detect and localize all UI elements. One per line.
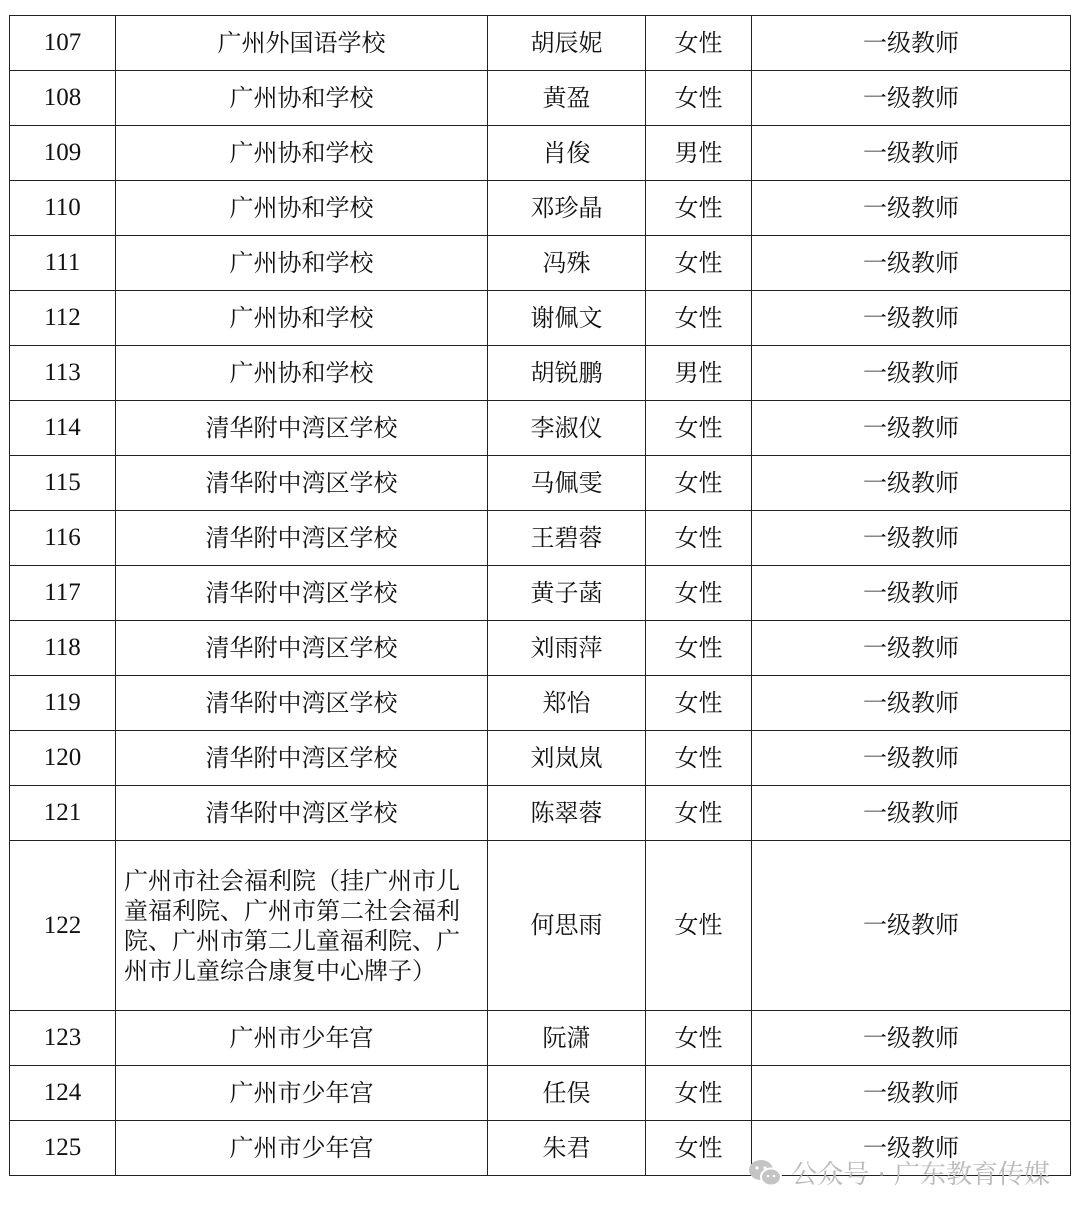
- name-cell: 王碧蓉: [488, 511, 646, 566]
- title-cell: 一级教师: [752, 401, 1071, 456]
- name-cell: 邓珍晶: [488, 181, 646, 236]
- gender-cell: 女性: [646, 456, 752, 511]
- table-row: [10, 1066, 1071, 1121]
- row-number: 110: [10, 181, 116, 236]
- gender-cell: 男性: [646, 126, 752, 181]
- title-cell: 一级教师: [752, 126, 1071, 181]
- row-number: 118: [10, 621, 116, 676]
- title-cell: 一级教师: [752, 621, 1071, 676]
- table-row: [10, 676, 1071, 731]
- gender-cell: 女性: [646, 621, 752, 676]
- title-cell: 一级教师: [752, 456, 1071, 511]
- title-cell: 一级教师: [752, 511, 1071, 566]
- name-cell: 陈翠蓉: [488, 786, 646, 841]
- table-row: [10, 291, 1071, 346]
- name-cell: 刘岚岚: [488, 731, 646, 786]
- table-row: [10, 1011, 1071, 1066]
- row-number: 108: [10, 71, 116, 126]
- school-cell: 清华附中湾区学校: [116, 786, 488, 841]
- name-cell: 朱君: [488, 1121, 646, 1176]
- name-cell: 胡锐鹏: [488, 346, 646, 401]
- gender-cell: 女性: [646, 181, 752, 236]
- title-cell: 一级教师: [752, 1011, 1071, 1066]
- gender-cell: 女性: [646, 401, 752, 456]
- school-cell: 清华附中湾区学校: [116, 621, 488, 676]
- title-cell: 一级教师: [752, 346, 1071, 401]
- school-cell: 清华附中湾区学校: [116, 401, 488, 456]
- title-cell: 一级教师: [752, 1121, 1071, 1176]
- name-cell: 马佩雯: [488, 456, 646, 511]
- table-row: [10, 401, 1071, 456]
- table-row: [10, 16, 1071, 71]
- school-cell: 广州协和学校: [116, 236, 488, 291]
- school-cell: 清华附中湾区学校: [116, 731, 488, 786]
- row-number: 116: [10, 511, 116, 566]
- row-number: 117: [10, 566, 116, 621]
- school-cell: 广州协和学校: [116, 126, 488, 181]
- gender-cell: 女性: [646, 511, 752, 566]
- watermark: [747, 1154, 1050, 1191]
- row-number: 125: [10, 1121, 116, 1176]
- table-row: [10, 181, 1071, 236]
- row-number: 113: [10, 346, 116, 401]
- name-cell: 何思雨: [488, 841, 646, 1011]
- school-cell: 广州协和学校: [116, 181, 488, 236]
- gender-cell: 女性: [646, 71, 752, 126]
- row-number: 114: [10, 401, 116, 456]
- row-number: 120: [10, 731, 116, 786]
- table-row: [10, 786, 1071, 841]
- title-cell: 一级教师: [752, 1066, 1071, 1121]
- title-cell: 一级教师: [752, 291, 1071, 346]
- gender-cell: 女性: [646, 236, 752, 291]
- row-number: 112: [10, 291, 116, 346]
- table-row: [10, 841, 1071, 1011]
- title-cell: 一级教师: [752, 71, 1071, 126]
- row-number: 122: [10, 841, 116, 1011]
- school-cell: 清华附中湾区学校: [116, 511, 488, 566]
- name-cell: 郑怡: [488, 676, 646, 731]
- title-cell: 一级教师: [752, 676, 1071, 731]
- name-cell: 任俣: [488, 1066, 646, 1121]
- school-cell: 广州外国语学校: [116, 16, 488, 71]
- school-cell: 广州协和学校: [116, 291, 488, 346]
- school-cell: 广州市少年宫: [116, 1066, 488, 1121]
- gender-cell: 女性: [646, 1121, 752, 1176]
- gender-cell: 女性: [646, 731, 752, 786]
- table-row: [10, 71, 1071, 126]
- title-cell: 一级教师: [752, 236, 1071, 291]
- row-number: 107: [10, 16, 116, 71]
- name-cell: 黄盈: [488, 71, 646, 126]
- school-cell: 清华附中湾区学校: [116, 456, 488, 511]
- name-cell: 李淑仪: [488, 401, 646, 456]
- title-cell: 一级教师: [752, 731, 1071, 786]
- school-cell: 广州市社会福利院（挂广州市儿童福利院、广州市第二社会福利院、广州市第二儿童福利院、广州市儿童综合康复中心牌子）: [116, 841, 488, 1011]
- gender-cell: 女性: [646, 16, 752, 71]
- title-cell: 一级教师: [752, 181, 1071, 236]
- title-cell: 一级教师: [752, 841, 1071, 1011]
- table-row: [10, 236, 1071, 291]
- name-cell: 冯殊: [488, 236, 646, 291]
- row-number: 119: [10, 676, 116, 731]
- school-cell: 广州市少年宫: [116, 1121, 488, 1176]
- personnel-table: [9, 15, 1071, 1176]
- row-number: 124: [10, 1066, 116, 1121]
- title-cell: 一级教师: [752, 786, 1071, 841]
- gender-cell: 女性: [646, 676, 752, 731]
- gender-cell: 女性: [646, 291, 752, 346]
- gender-cell: 女性: [646, 786, 752, 841]
- table-row: [10, 621, 1071, 676]
- wechat-icon: [747, 1158, 783, 1188]
- table-row: [10, 566, 1071, 621]
- title-cell: 一级教师: [752, 16, 1071, 71]
- title-cell: 一级教师: [752, 566, 1071, 621]
- name-cell: 谢佩文: [488, 291, 646, 346]
- gender-cell: 女性: [646, 1066, 752, 1121]
- table-row: [10, 511, 1071, 566]
- row-number: 109: [10, 126, 116, 181]
- table-row: [10, 126, 1071, 181]
- row-number: 111: [10, 236, 116, 291]
- school-cell: 广州协和学校: [116, 71, 488, 126]
- name-cell: 胡辰妮: [488, 16, 646, 71]
- name-cell: 肖俊: [488, 126, 646, 181]
- table-row: [10, 346, 1071, 401]
- watermark-text: 公众号 · 广东教育传媒: [791, 1160, 1050, 1190]
- table-row: [10, 456, 1071, 511]
- gender-cell: 男性: [646, 346, 752, 401]
- table-row: [10, 731, 1071, 786]
- row-number: 121: [10, 786, 116, 841]
- school-cell: 广州协和学校: [116, 346, 488, 401]
- gender-cell: 女性: [646, 841, 752, 1011]
- row-number: 123: [10, 1011, 116, 1066]
- row-number: 115: [10, 456, 116, 511]
- name-cell: 阮潇: [488, 1011, 646, 1066]
- name-cell: 黄子菡: [488, 566, 646, 621]
- school-cell: 清华附中湾区学校: [116, 676, 488, 731]
- table-body: [10, 16, 1071, 1176]
- gender-cell: 女性: [646, 1011, 752, 1066]
- gender-cell: 女性: [646, 566, 752, 621]
- school-cell: 清华附中湾区学校: [116, 566, 488, 621]
- school-cell: 广州市少年宫: [116, 1011, 488, 1066]
- name-cell: 刘雨萍: [488, 621, 646, 676]
